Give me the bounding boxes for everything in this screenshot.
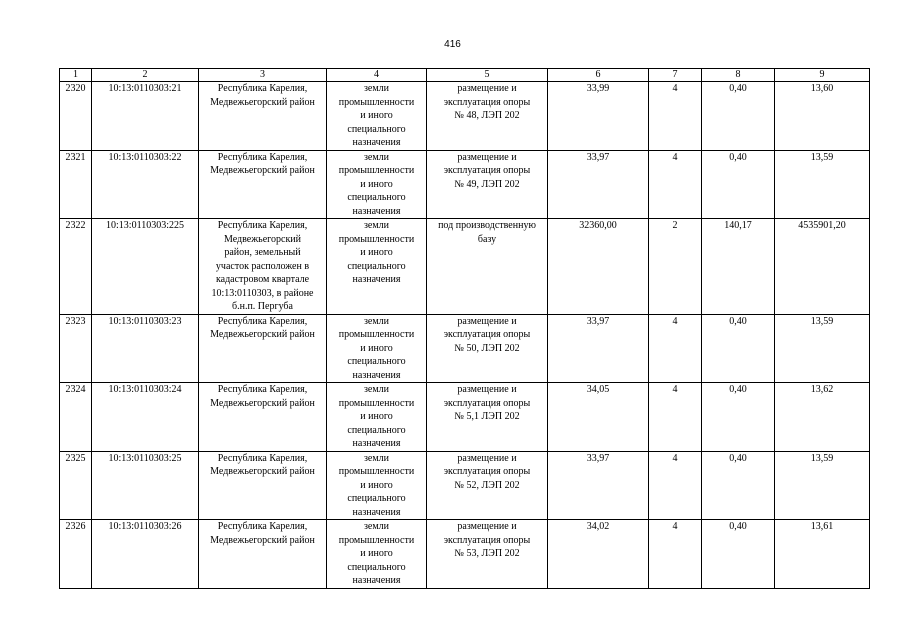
column-8-cell: 0,40 — [702, 314, 775, 383]
column-9-cell: 13,61 — [775, 520, 870, 589]
table-row — [60, 451, 870, 520]
column-8-cell: 0,40 — [702, 451, 775, 520]
column-7-cell: 4 — [649, 150, 702, 219]
cadastral-number-cell: 10:13:0110303:25 — [92, 451, 199, 520]
table-row — [60, 219, 870, 315]
column-7-cell: 4 — [649, 451, 702, 520]
column-header: 9 — [775, 69, 870, 82]
column-9-cell: 13,59 — [775, 451, 870, 520]
cadastral-number-cell: 10:13:0110303:24 — [92, 383, 199, 452]
column-7-cell: 4 — [649, 314, 702, 383]
area-cell: 33,97 — [548, 150, 649, 219]
cadastral-number-cell: 10:13:0110303:21 — [92, 82, 199, 151]
column-7-cell: 4 — [649, 82, 702, 151]
permitted-use-cell: размещение и эксплуатация опоры № 53, ЛЭП 202 — [427, 520, 548, 589]
land-category-cell: земли промышленности и иного специального назначения — [327, 383, 427, 452]
table-row — [60, 383, 870, 452]
table-row — [60, 314, 870, 383]
column-header: 1 — [60, 69, 92, 82]
column-9-cell: 4535901,20 — [775, 219, 870, 315]
row-number-cell: 2325 — [60, 451, 92, 520]
land-category-cell: земли промышленности и иного специального назначения — [327, 314, 427, 383]
column-8-cell: 0,40 — [702, 82, 775, 151]
land-category-cell: земли промышленности и иного специального назначения — [327, 451, 427, 520]
land-registry-table — [59, 68, 870, 589]
permitted-use-cell: размещение и эксплуатация опоры № 52, ЛЭП 202 — [427, 451, 548, 520]
page-number: 416 — [444, 39, 461, 50]
area-cell: 33,97 — [548, 451, 649, 520]
cadastral-number-cell: 10:13:0110303:26 — [92, 520, 199, 589]
table-row — [60, 150, 870, 219]
column-header: 8 — [702, 69, 775, 82]
location-cell: Республика Карелия, Медвежьегорский район — [199, 383, 327, 452]
column-8-cell: 0,40 — [702, 150, 775, 219]
column-header: 7 — [649, 69, 702, 82]
permitted-use-cell: размещение и эксплуатация опоры № 5,1 ЛЭП 202 — [427, 383, 548, 452]
column-header: 6 — [548, 69, 649, 82]
row-number-cell: 2320 — [60, 82, 92, 151]
column-header: 4 — [327, 69, 427, 82]
permitted-use-cell: под производственную базу — [427, 219, 548, 315]
row-number-cell: 2321 — [60, 150, 92, 219]
land-category-cell: земли промышленности и иного специального назначения — [327, 520, 427, 589]
area-cell: 34,05 — [548, 383, 649, 452]
permitted-use-cell: размещение и эксплуатация опоры № 50, ЛЭП 202 — [427, 314, 548, 383]
table-header-row — [60, 69, 870, 82]
location-cell: Республика Карелия, Медвежьегорский район — [199, 82, 327, 151]
land-category-cell: земли промышленности и иного специального назначения — [327, 219, 427, 315]
row-number-cell: 2322 — [60, 219, 92, 315]
cadastral-number-cell: 10:13:0110303:23 — [92, 314, 199, 383]
column-8-cell: 140,17 — [702, 219, 775, 315]
column-header: 3 — [199, 69, 327, 82]
table-body — [60, 82, 870, 589]
area-cell: 33,97 — [548, 314, 649, 383]
location-cell: Республика Карелия, Медвежьегорский район — [199, 314, 327, 383]
area-cell: 33,99 — [548, 82, 649, 151]
column-7-cell: 4 — [649, 383, 702, 452]
column-9-cell: 13,59 — [775, 150, 870, 219]
column-9-cell: 13,62 — [775, 383, 870, 452]
column-7-cell: 4 — [649, 520, 702, 589]
land-category-cell: земли промышленности и иного специального назначения — [327, 82, 427, 151]
location-cell: Республика Карелия, Медвежьегорский район — [199, 451, 327, 520]
location-cell: Республика Карелия, Медвежьегорский район, земельный участок расположен в кадастровом квартале 10:13:0110303, в районе б.н.п. Пергуба — [199, 219, 327, 315]
area-cell: 32360,00 — [548, 219, 649, 315]
column-header: 2 — [92, 69, 199, 82]
column-header: 5 — [427, 69, 548, 82]
cadastral-number-cell: 10:13:0110303:22 — [92, 150, 199, 219]
column-9-cell: 13,59 — [775, 314, 870, 383]
location-cell: Республика Карелия, Медвежьегорский район — [199, 150, 327, 219]
land-category-cell: земли промышленности и иного специального назначения — [327, 150, 427, 219]
area-cell: 34,02 — [548, 520, 649, 589]
column-8-cell: 0,40 — [702, 383, 775, 452]
row-number-cell: 2326 — [60, 520, 92, 589]
row-number-cell: 2324 — [60, 383, 92, 452]
permitted-use-cell: размещение и эксплуатация опоры № 49, ЛЭП 202 — [427, 150, 548, 219]
location-cell: Республика Карелия, Медвежьегорский район — [199, 520, 327, 589]
column-9-cell: 13,60 — [775, 82, 870, 151]
row-number-cell: 2323 — [60, 314, 92, 383]
table-row — [60, 82, 870, 151]
column-7-cell: 2 — [649, 219, 702, 315]
permitted-use-cell: размещение и эксплуатация опоры № 48, ЛЭП 202 — [427, 82, 548, 151]
column-8-cell: 0,40 — [702, 520, 775, 589]
cadastral-number-cell: 10:13:0110303:225 — [92, 219, 199, 315]
table-row — [60, 520, 870, 589]
